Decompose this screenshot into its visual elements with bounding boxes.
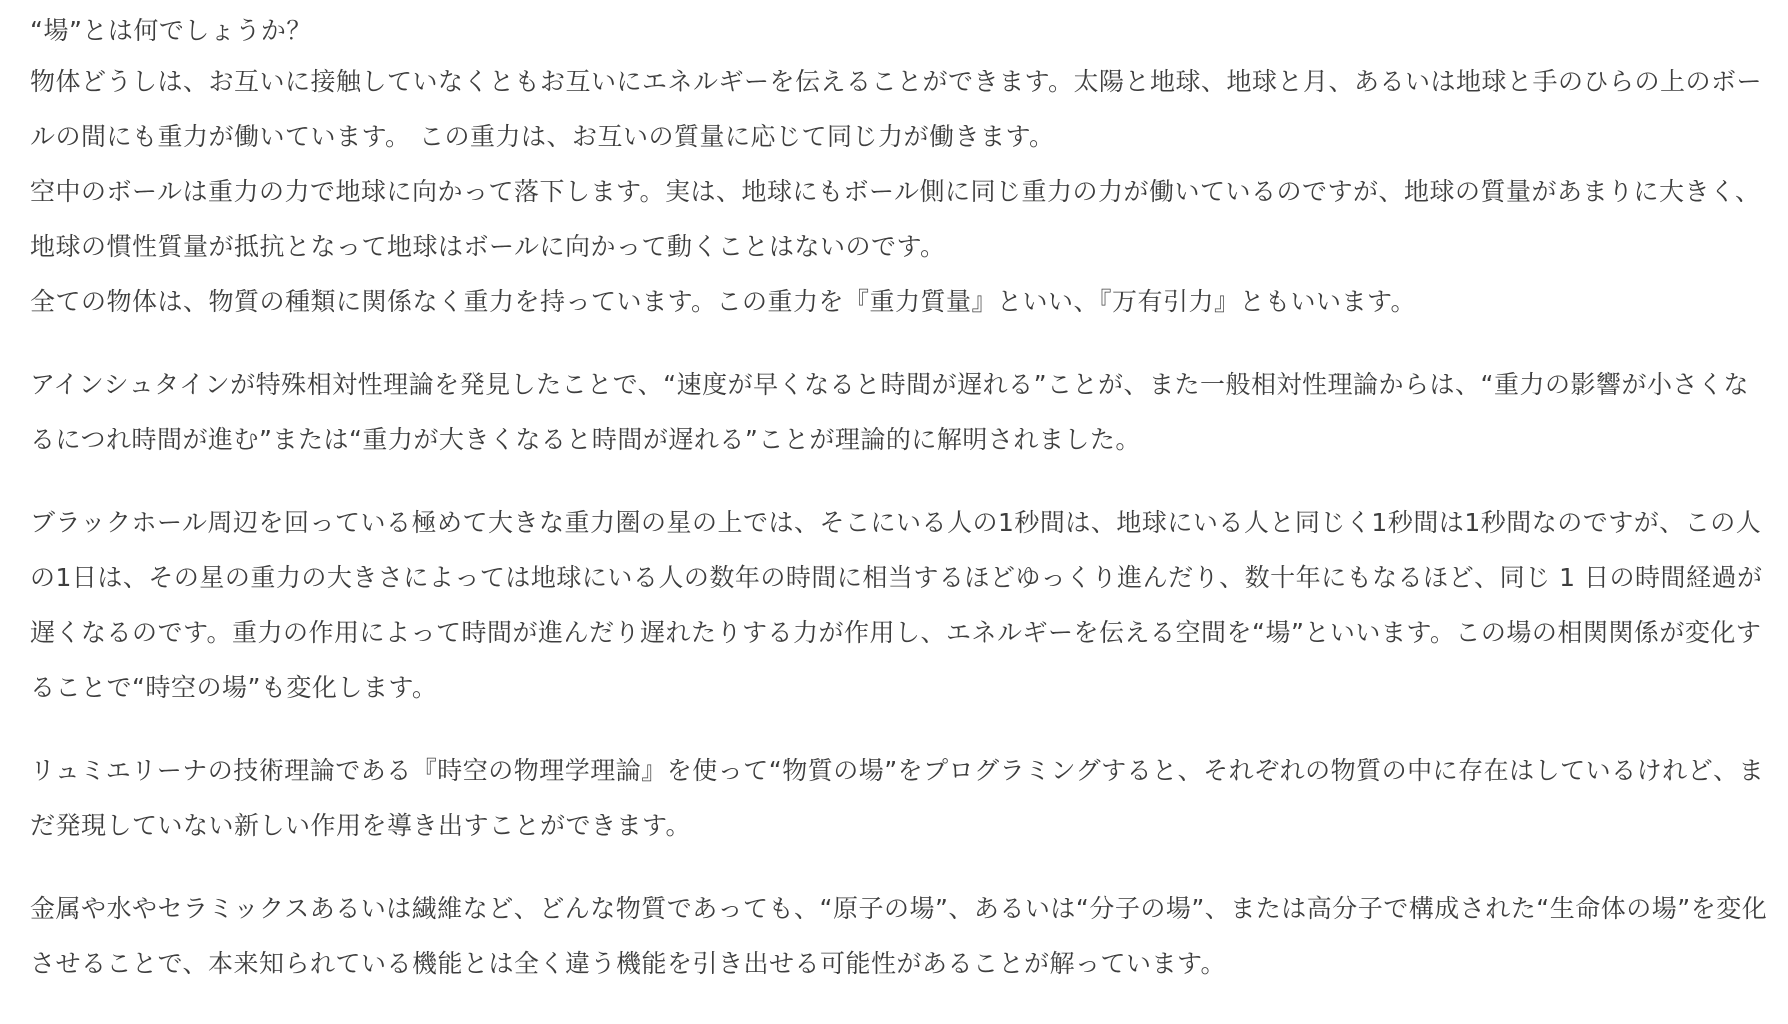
article-body [30,0,1770,991]
paragraph-falling-ball: 空中のボールは重力の力で地球に向かって落下します。実は、地球にもボール側に同じ重力の力が働いているのですが、地球の質量があまりに大きく、地球の慣性質量が抵抗となって地球はボールに向かって動くことはないのです。 [30,177,1761,261]
paragraph-black-hole: ブラックホール周辺を回っている極めて大きな重力圏の星の上では、そこにいる人の1秒間は、地球にいる人と同じく1秒間は1秒間なのですが、この人の1日は、その星の重力の大きさによっては地球にいる人の数年の時間に相当するほどゆっくり進んだり、数十年にもなるほど、同じ 1 日の時間経過が遅くなるのです。重力の作用によって時間が進んだり遅れたりする力が作用し、エネルギーを伝える空間を“場”といいます。この場の相関関係が変化することで“時空の場”も変化します。 [30,508,1763,702]
paragraph-relativity: アインシュタインが特殊相対性理論を発見したことで、“速度が早くなると時間が遅れる”ことが、また一般相対性理論からは、“重力の影響が小さくなるにつれ時間が進む”または“重力が大きくなると時間が遅れる”ことが理論的に解明されました。 [30,370,1749,454]
paragraph-field-intro: 物体どうしは、お互いに接触していなくともお互いにエネルギーを伝えることができます。太陽と地球、地球と月、あるいは地球と手のひらの上のボールの間にも重力が働いています。 この重力は、お互いの質量に応じて同じ力が働きます。 [30,67,1763,151]
paragraph-gravitational-mass: 全ての物体は、物質の種類に関係なく重力を持っています。この重力を『重力質量』といい、『万有引力』ともいいます。 [30,287,1417,316]
paragraph-spacetime-theory: リュミエリーナの技術理論である『時空の物理学理論』を使って“物質の場”をプログラミングすると、それぞれの物質の中に存在はしているけれど、まだ発現していない新しい作用を導き出すことができます。 [30,756,1765,840]
article-heading: “場”とは何でしょうか？ [30,16,312,45]
paragraph-material-fields: 金属や水やセラミックスあるいは繊維など、どんな物質であっても、“原子の場”、あるいは“分子の場”、または高分子で構成された“生命体の場”を変化させることで、本来知られている機能とは全く違う機能を引き出せる可能性があることが解っています。 [30,894,1768,978]
